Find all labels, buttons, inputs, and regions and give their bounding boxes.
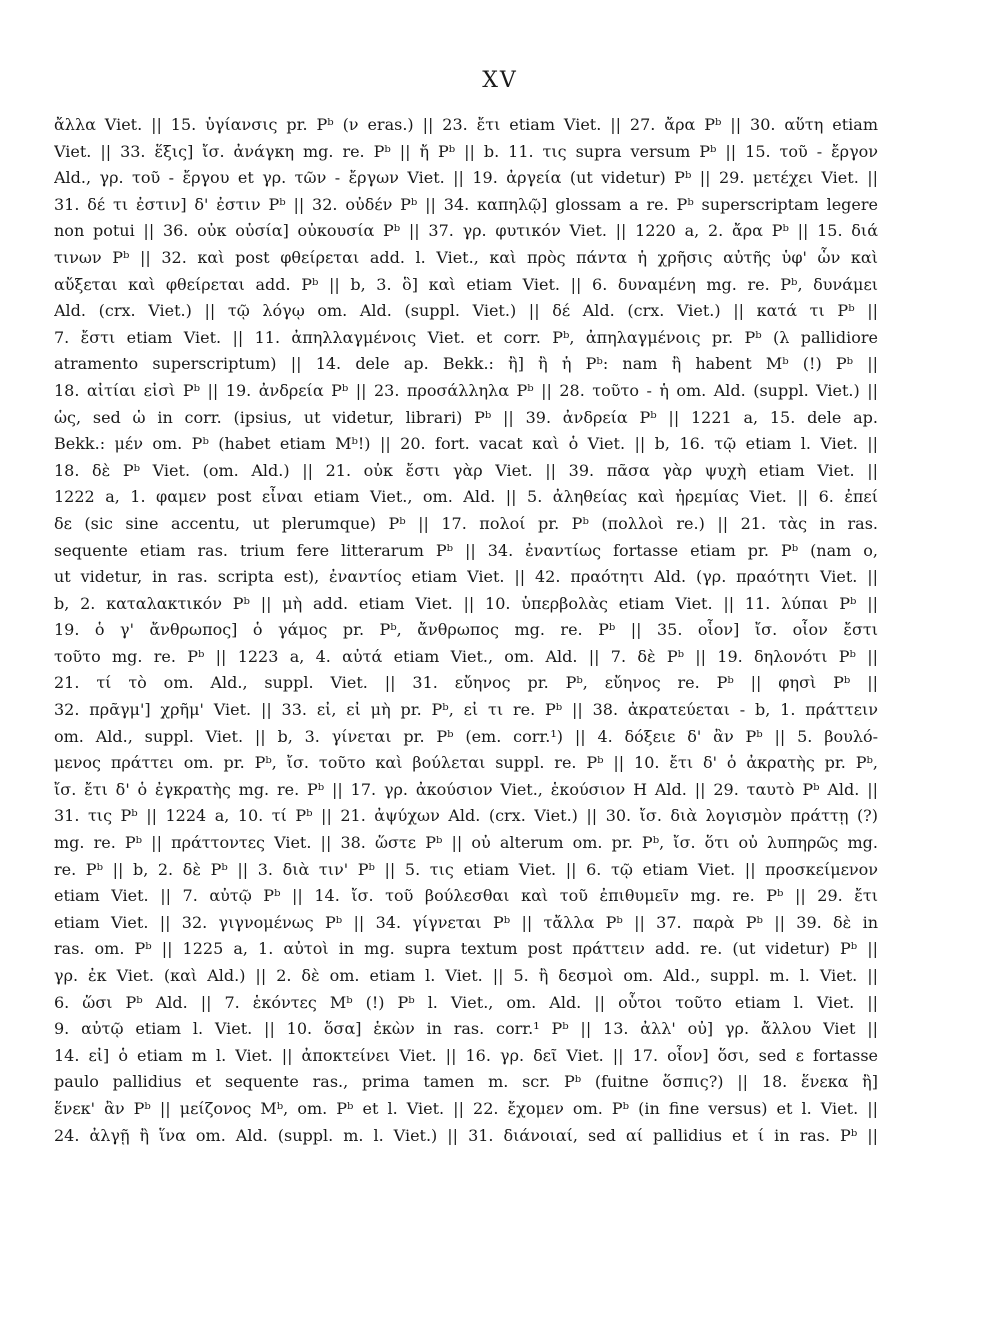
apparatus-line: 6. ὥσι Pᵇ Ald. || 7. ἑκόντες Mᵇ (!) Pᵇ l. Viet., om. Ald. || οὗτοι τοῦτο etiam l. Viet. ||	[54, 992, 878, 1012]
apparatus-line: 14. εἰ] ὁ etiam m l. Viet. || ἀποκτείνει Viet. || 16. γρ. δεῖ Viet. || 17. οἷον] ὅσι, sed ε fortasse	[54, 1045, 878, 1065]
apparatus-line: paulo pallidius et sequente ras., prima tamen m. scr. Pᵇ (fuitne ὅσπις?) || 18. ἕνεκα ἢ]	[54, 1072, 878, 1092]
apparatus-line: τινων Pᵇ || 32. καὶ post φθείρεται add. l. Viet., καὶ πρὸς πάντα ἡ χρῆσις αὐτῆς ὑφ' ὧν καὶ	[54, 247, 878, 267]
page-number-header: XV	[482, 68, 518, 93]
apparatus-line: Viet. || 33. ἕξις] ἴσ. ἀνάγκη mg. re. Pᵇ || ἤ Pᵇ || b. 11. τις supra versum Pᵇ || 15. τοῦ - ἔργον	[54, 141, 878, 161]
apparatus-line: mg. re. Pᵇ || πράττοντες Viet. || 38. ὥστε Pᵇ || οὐ alterum om. pr. Pᵇ, ἴσ. ὅτι οὐ λυπηρῶς mg.	[54, 833, 878, 853]
critical-apparatus	[54, 112, 878, 1262]
apparatus-line: ἕνεκ' ἂν Pᵇ || μείζονος Mᵇ, om. Pᵇ et l. Viet. || 22. ἔχομεν om. Pᵇ (in fine versus) et l. Viet. ||	[54, 1098, 878, 1118]
apparatus-line: αὔξεται καὶ φθείρεται add. Pᵇ || b, 3. ὃ] καὶ etiam Viet. || 6. δυναμένη mg. re. Pᵇ, δυνάμει	[54, 274, 878, 294]
apparatus-line: om. Ald., suppl. Viet. || b, 3. γίνεται pr. Pᵇ (em. corr.¹) || 4. δόξειε δ' ἂν Pᵇ || 5. βουλό-	[54, 726, 878, 746]
apparatus-line: ἄλλα Viet. || 15. ὑγίανσις pr. Pᵇ (ν eras.) || 23. ἔτι etiam Viet. || 27. ἄρα Pᵇ || 30. αὕτη etiam	[54, 115, 878, 134]
apparatus-line: γρ. ἐκ Viet. (καὶ Ald.) || 2. δὲ om. etiam l. Viet. || 5. ἢ δεσμοὶ om. Ald., suppl. m. l. Viet. ||	[54, 966, 878, 985]
apparatus-line: 21. τί τὸ om. Ald., suppl. Viet. || 31. εὔηνος pr. Pᵇ, εὔηνος re. Pᵇ || φησὶ Pᵇ ||	[54, 673, 878, 693]
apparatus-line: ras. om. Pᵇ || 1225 a, 1. αὐτοὶ in mg. supra textum post πράττειν add. re. (ut videtur) Pᵇ ||	[54, 939, 878, 959]
apparatus-line: 1222 a, 1. φαμεν post εἶναι etiam Viet., om. Ald. || 5. ἀληθείας καὶ ἠρεμίας Viet. || 6. ἐπεί	[54, 487, 878, 507]
apparatus-line	[54, 1149, 878, 1176]
apparatus-line: 18. δὲ Pᵇ Viet. (om. Ald.) || 21. οὐκ ἔστι γὰρ Viet. || 39. πᾶσα γὰρ ψυχὴ etiam Viet. ||	[54, 460, 878, 480]
apparatus-line: μενος πράττει om. pr. Pᵇ, ἴσ. τοῦτο καὶ βούλεται suppl. re. Pᵇ || 10. ἔτι δ' ὁ ἀκρατὴς pr. Pᵇ,	[54, 753, 878, 773]
apparatus-line: sequente etiam ras. trium fere litterarum Pᵇ || 34. ἐναντίως fortasse etiam pr. Pᵇ (nam ο,	[54, 540, 878, 560]
apparatus-line: δε (sic sine accentu, ut plerumque) Pᵇ || 17. πολοί pr. Pᵇ (πολλοὶ re.) || 21. τὰς in ras.	[54, 513, 878, 533]
apparatus-line: non potui || 36. οὐκ οὐσία] οὐκουσία Pᵇ || 37. γρ. φυτικόν Viet. || 1220 a, 2. ἄρα Pᵇ || 15. διά	[54, 221, 878, 241]
apparatus-line: etiam Viet. || 32. γιγνομένως Pᵇ || 34. γίγνεται Pᵇ || τἄλλα Pᵇ || 37. παρὰ Pᵇ || 39. δὲ in	[54, 912, 878, 932]
apparatus-line: 24. ἀλγῇ ἢ ἵνα om. Ald. (suppl. m. l. Viet.) || 31. διάνοιαί, sed αί pallidius et ί in ras. Pᵇ ||	[54, 1125, 878, 1145]
apparatus-line: Ald. (crx. Viet.) || τῷ λόγῳ om. Ald. (suppl. Viet.) || δέ Ald. (crx. Viet.) || κατά τι Pᵇ ||	[54, 301, 878, 321]
apparatus-line: atramento superscriptum) || 14. dele ap. Bekk.: ἢ] ἢ ἡ Pᵇ: nam ἢ habent Mᵇ (!) Pᵇ ||	[54, 354, 878, 374]
apparatus-line: 18. αἰτίαι εἰσὶ Pᵇ || 19. ἀνδρεία Pᵇ || 23. προσάλληλα Pᵇ || 28. τοῦτο - ἡ om. Ald. (suppl. Viet.) ||	[54, 380, 878, 400]
apparatus-line: 32. πρᾶγμ'] χρῆμ' Viet. || 33. εἰ, εἰ μὴ pr. Pᵇ, εἰ τι re. Pᵇ || 38. ἀκρατεύεται - b, 1. πράττειν	[54, 700, 878, 720]
apparatus-line: 31. τις Pᵇ || 1224 a, 10. τί Pᵇ || 21. ἀψύχων Ald. (crx. Viet.) || 30. ἴσ. διὰ λογισμὸν πράττῃ (?)	[54, 806, 878, 826]
apparatus-line: re. Pᵇ || b, 2. δὲ Pᵇ || 3. διὰ τιν' Pᵇ || 5. τις etiam Viet. || 6. τῷ etiam Viet. || προσκείμενον	[54, 859, 878, 879]
apparatus-line: 9. αὐτῷ etiam l. Viet. || 10. ὅσα] ἑκὼν in ras. corr.¹ Pᵇ || 13. ἀλλ' οὐ] γρ. ἄλλου Viet ||	[54, 1019, 878, 1039]
apparatus-line: ἴσ. ἔτι δ' ὁ ἐγκρατὴς mg. re. Pᵇ || 17. γρ. ἀκούσιον Viet., ἑκούσιον H Ald. || 29. ταυτὸ Pᵇ Ald. ||	[54, 779, 878, 799]
apparatus-line: 7. ἔστι etiam Viet. || 11. ἀπηλλαγμένοις Viet. et corr. Pᵇ, ἀπηλαγμένοις pr. Pᵇ (λ pallidiore	[54, 327, 878, 347]
apparatus-line: 19. ὁ γ' ἄνθρωπος] ὁ γάμος pr. Pᵇ, ἄνθρωπος mg. re. Pᵇ || 35. οἷον] ἴσ. οἷον ἔστι	[54, 620, 878, 640]
apparatus-line	[54, 1176, 878, 1203]
apparatus-line: etiam Viet. || 7. αὐτῷ Pᵇ || 14. ἴσ. τοῦ βούλεσθαι καὶ τοῦ ἐπιθυμεῖν mg. re. Pᵇ || 29. ἔτι	[54, 886, 878, 906]
apparatus-line: ὡς, sed ὡ in corr. (ipsius, ut videtur, librari) Pᵇ || 39. ἀνδρεία Pᵇ || 1221 a, 15. dele ap.	[54, 407, 878, 427]
apparatus-line: Ald., γρ. τοῦ - ἔργου et γρ. τῶν - ἔργων Viet. || 19. ἀργεία (ut videtur) Pᵇ || 29. μετέχει Viet. ||	[54, 168, 878, 188]
apparatus-line: 31. δέ τι ἐστιν] δ' ἐστιν Pᵇ || 32. οὐδέν Pᵇ || 34. καπηλῷ] glossam a re. Pᵇ superscriptam legere	[54, 194, 878, 214]
apparatus-line: τοῦτο mg. re. Pᵇ || 1223 a, 4. αὐτά etiam Viet., om. Ald. || 7. δὲ Pᵇ || 19. δηλονότι Pᵇ ||	[54, 646, 878, 666]
apparatus-line	[54, 1202, 878, 1229]
apparatus-line: Bekk.: μέν om. Pᵇ (habet etiam Mᵇ!) || 20. fort. vacat καὶ ὁ Viet. || b, 16. τῷ etiam l. Viet. ||	[54, 434, 878, 454]
apparatus-line: b, 2. καταλακτικόν Pᵇ || μὴ add. etiam Viet. || 10. ὑπερβολὰς etiam Viet. || 11. λύπαι Pᵇ ||	[54, 593, 878, 613]
apparatus-line: ut videtur, in ras. scripta est), ἐναντίος etiam Viet. || 42. πραότητι Ald. (γρ. πραότητι Viet. ||	[54, 567, 878, 587]
